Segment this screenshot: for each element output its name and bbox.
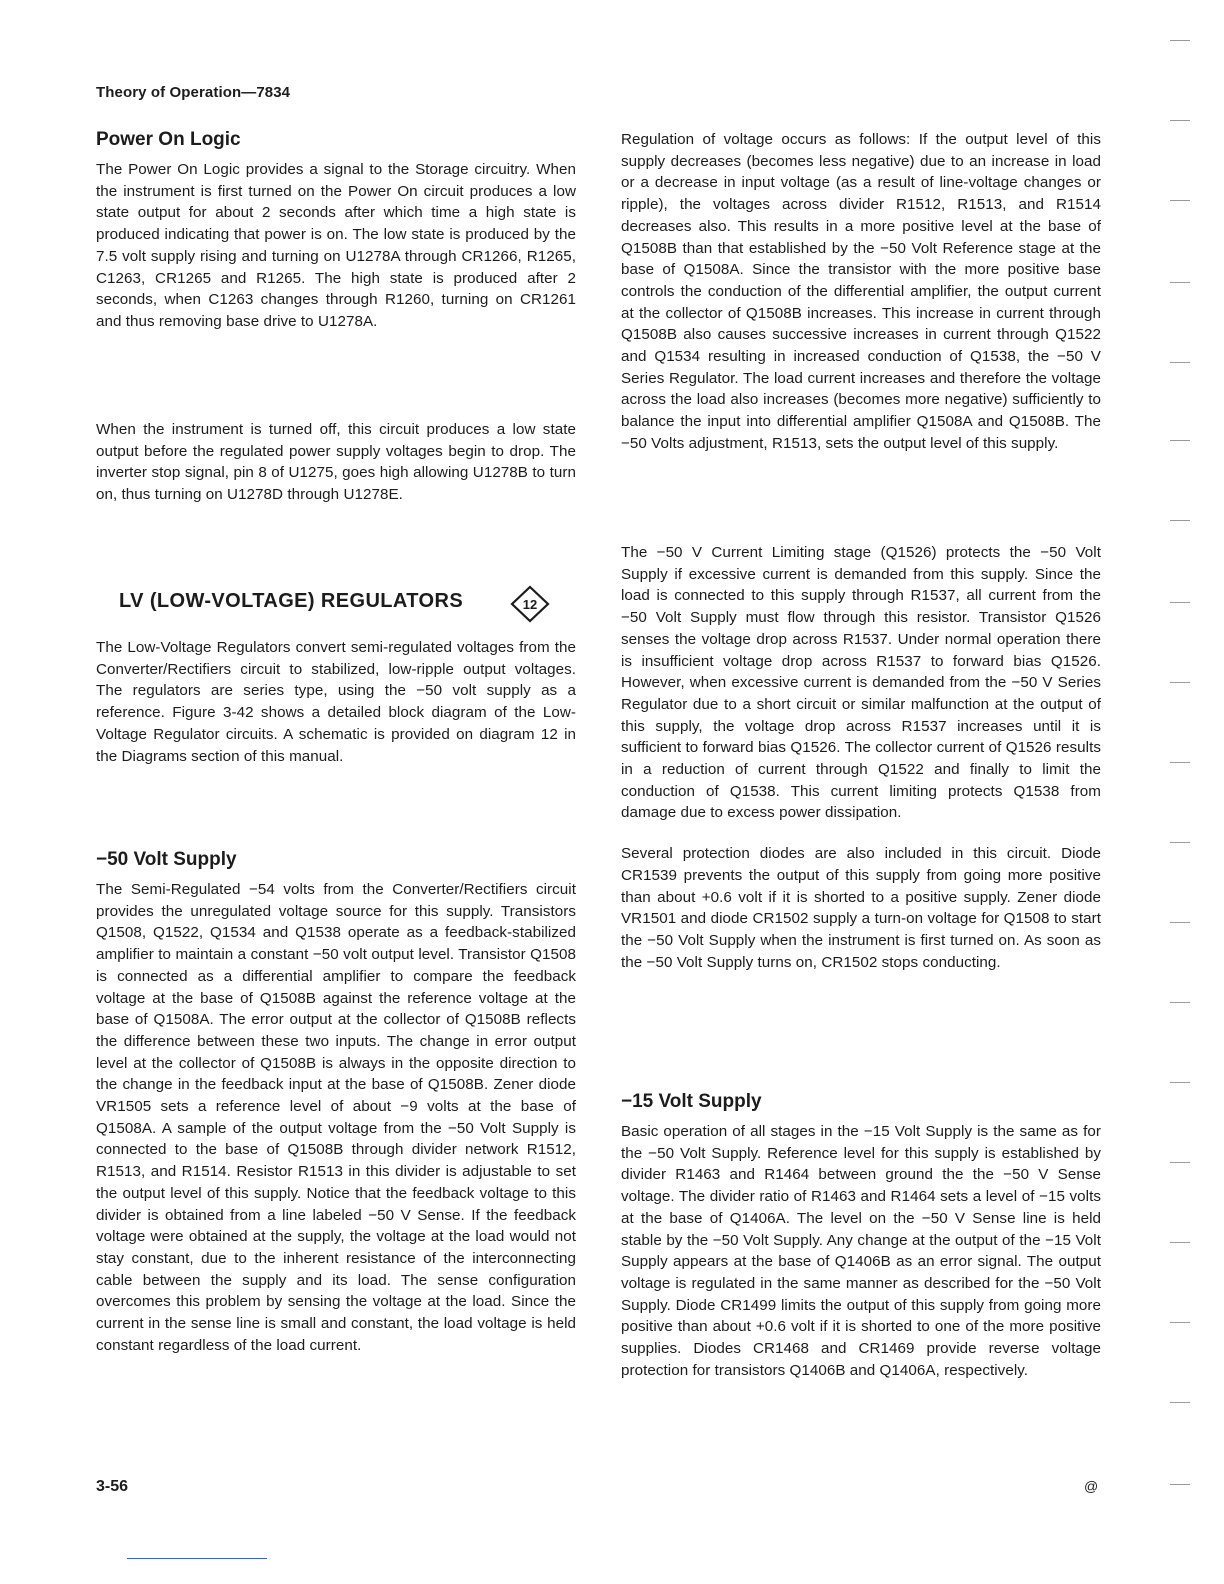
edge-mark (1170, 120, 1190, 121)
edge-mark (1170, 922, 1190, 923)
diagram-number: 12 (522, 597, 538, 612)
bottom-rule (127, 1558, 267, 1559)
minus50-paragraph-1: The Semi-Regulated −54 volts from the Converter/Rectifiers circuit provides the unregulated voltage source for this supply. Transistors Q1508, Q1522, Q1534 and Q1538 operate as a feedback-stabilized amplifier to maintain a constant −50 volt output level. Transistor Q1508 is connected as a differential amplifier to compare the feedback voltage at the base of Q1508B against the reference voltage at the base of Q1508A. The error output at the collector of Q1508B reflects the difference between these two inputs. The change in error output level at the collector of Q1508B is always in the opposite direction to the change in the feedback input at the base of Q1508B. Zener diode VR1505 sets a reference level of about −9 volts at the base of Q1508A. A sample of the output voltage from the −50 Volt Supply is connected to the base of Q1508B through divider network R1512, R1513, and R1514. Resistor R1513 in this divider is adjustable to set the output level of this supply. Notice that the feedback voltage to this divider is obtained from a line labeled −50 V Sense. If the feedback voltage were obtained at the supply, the voltage at the load would not stay constant, due to the inherent resistance of the interconnecting cable between the supply and its load. The sense configuration overcomes this problem by sensing the voltage at the load. Since the current in the sense line is small and constant, the load voltage is held constant regardless of the load current. (96, 881, 576, 1354)
edge-mark (1170, 842, 1190, 843)
minus50-regulation-block (621, 129, 1101, 455)
edge-mark (1170, 1002, 1190, 1003)
power-on-paragraph-2: When the instrument is turned off, this circuit produces a low state output before the regulated power supply voltages begin to drop. The inverter stop signal, pin 8 of U1275, goes high allowing U1278B to turn on, thus turning on U1278D through U1278E. (96, 421, 576, 504)
minus15-paragraph-1: Basic operation of all stages in the −15 Volt Supply is the same as for the −50 Volt Supply. Reference level for this supply is established by divider R1463 and R1464 between ground the the −50 V Sense voltage. The divider ratio of R1463 and R1464 sets a level of −15 volts at the base of Q1406A. The level on the −50 V Sense line is held stable by the −50 Volt Supply. Any change at the output of the −15 Volt Supply appears at the base of Q1406B as an error signal. The output voltage is regulated in the same manner as described for the −50 Volt Supply. Diode CR1499 limits the output of this supply from going more positive than about +0.6 volt if it is shorted to one of the more positive supplies. Diodes CR1468 and CR1469 provide reverse voltage protection for transistors Q1406B and Q1406A, respectively. (621, 1123, 1101, 1379)
minus50-title: −50 Volt Supply (96, 849, 237, 870)
edge-mark (1170, 1402, 1190, 1403)
edge-mark (1170, 1322, 1190, 1323)
minus50-paragraph-4: Several protection diodes are also included in this circuit. Diode CR1539 prevents the output of this supply from going more positive than about +0.6 volt if it is shorted to a positive supply. Zener diode VR1501 and diode CR1502 supply a turn-on voltage for Q1508 to start the −50 Volt Supply when the instrument is first turned on. As soon as the −50 Volt Supply turns on, CR1502 stops conducting. (621, 845, 1101, 971)
edge-mark (1170, 440, 1190, 441)
minus50-section (96, 848, 576, 1356)
edge-mark (1170, 520, 1190, 521)
minus15-section (621, 1090, 1101, 1381)
edge-mark (1170, 682, 1190, 683)
power-on-section (96, 128, 576, 333)
edge-mark (1170, 1242, 1190, 1243)
edge-mark (1170, 362, 1190, 363)
power-on-paragraph-1: The Power On Logic provides a signal to the Storage circuitry. When the instrument is first turned on the Power On circuit produces a low state output for about 2 seconds after which time a high state is produced indicating that power is on. The low state is produced by the 7.5 volt supply rising and turning on U1278A through CR1266, R1265, C1263, CR1265 and R1265. The high state is produced after 2 seconds, when C1263 changes through R1260, turning on CR1261 and thus removing base drive to U1278A. (96, 161, 576, 330)
page-number: 3-56 (96, 1478, 129, 1495)
minus50-paragraph-3: The −50 V Current Limiting stage (Q1526) protects the −50 Volt Supply if excessive current is demanded from this supply. Since the load is connected to this supply through R1537, all current from the −50 Volt Supply must flow through this resistor. Transistor Q1526 senses the voltage drop across R1537. Under normal operation there is insufficient voltage drop across R1537 to forward bias Q1526. However, when excessive current is demanded from the −50 V Series Regulator due to a short circuit or similar malfunction at the output of this supply, the voltage drop across R1537 increases until it is sufficient to forward bias Q1526. The collector current of Q1526 results in a reduction of current through Q1522 and finally to limit the conduction of Q1538. This current limiting protects Q1538 from damage due to excess power dissipation. (621, 544, 1101, 822)
diagram-number-icon (510, 585, 550, 623)
edge-mark (1170, 1082, 1190, 1083)
edge-mark (1170, 1162, 1190, 1163)
edge-mark (1170, 602, 1190, 603)
lv-intro-block (96, 637, 576, 767)
running-head: Theory of Operation—7834 (96, 84, 291, 101)
edge-mark (1170, 40, 1190, 41)
edge-mark (1170, 762, 1190, 763)
edge-mark (1170, 1484, 1190, 1485)
lv-regulators-heading: LV (LOW-VOLTAGE) REGULATORS (119, 590, 464, 612)
power-on-section-2 (96, 419, 576, 506)
minus50-paragraph-2: Regulation of voltage occurs as follows: If the output level of this supply decreases (becomes less negative) due to an increase in load or a decrease in input voltage (as a result of line-voltage changes or ripple), the voltages across divider R1512, R1513, and R1514 decreases also. This results in a more positive level at the base of Q1508B than that established by the −50 Volt Reference stage at the base of Q1508A. Since the transistor with the more positive base controls the conduction of the differential amplifier, the output current at the collector of Q1508B increases. This increase in current through Q1508B also causes successive increases in current through Q1522 and Q1534 resulting in increased conduction of Q1538, the −50 V Series Regulator. The load current increases and therefore the voltage across the load also increases (becomes more negative) sufficiently to balance the input into differential amplifier Q1508A and Q1508B. The −50 Volts adjustment, R1513, sets the output level of this supply. (621, 131, 1101, 452)
minus15-title: −15 Volt Supply (621, 1091, 762, 1112)
lv-intro-paragraph: The Low-Voltage Regulators convert semi-regulated voltages from the Converter/Rectifiers circuit to stabilized, low-ripple output voltages. The regulators are series type, using the −50 volt supply as a reference. Figure 3-42 shows a detailed block diagram of the Low-Voltage Regulator circuits. A schematic is provided on diagram 12 in the Diagrams section of this manual. (96, 639, 576, 765)
minus50-current-limit-block (621, 542, 1101, 973)
edge-mark (1170, 282, 1190, 283)
copyright-mark: @ (1084, 1478, 1099, 1494)
edge-mark (1170, 200, 1190, 201)
scan-edge-marks (1170, 0, 1200, 1584)
power-on-title: Power On Logic (96, 129, 241, 150)
